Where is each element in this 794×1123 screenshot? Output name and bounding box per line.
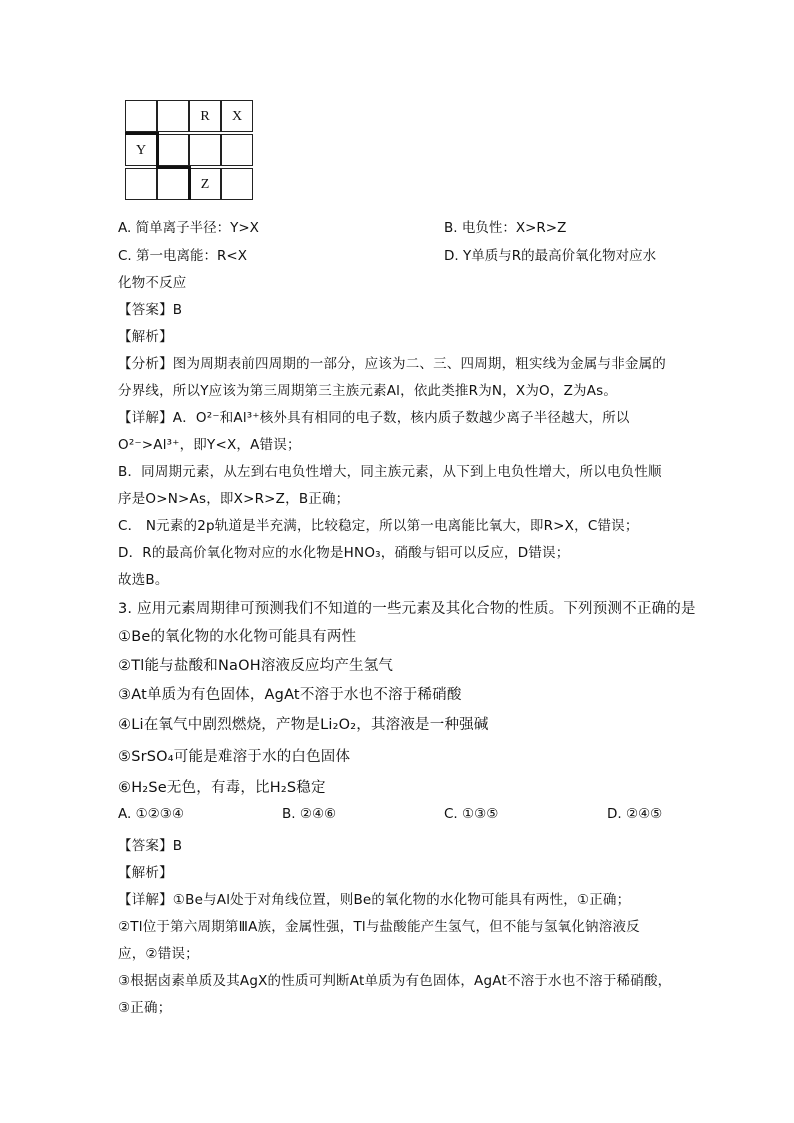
table-cell <box>221 168 253 200</box>
boundary-line <box>188 166 191 200</box>
statement-item: ②Tl能与盐酸和NaOH溶液反应均产生氢气 <box>118 658 394 674</box>
detail-text: B．同周期元素，从左到右电负性增大，同主族元素，从下到上电负性增大，所以电负性顺 <box>118 464 662 480</box>
table-cell: X <box>221 100 253 132</box>
detail-text: ②Tl位于第六周期第ⅢA族，金属性强，Tl与盐酸能产生氢气，但不能与氢氧化钠溶液反 <box>118 919 640 935</box>
statement-item: ④Li在氧气中剧烈燃烧，产物是Li₂O₂，其溶液是一种强碱 <box>118 717 489 733</box>
analysis-text: 分界线，所以Y应该为第三周期第三主族元素Al，依此类推R为N，X为O，Z为As。 <box>118 383 618 399</box>
table-cell <box>125 100 157 132</box>
statement-item: ①Be的氧化物的水化物可能具有两性 <box>118 629 357 645</box>
answer-label: 【答案】B <box>118 302 183 318</box>
table-cell: Z <box>189 168 221 200</box>
table-cell <box>189 134 221 166</box>
statement-item: ③At单质为有色固体，AgAt不溶于水也不溶于稀硝酸 <box>118 687 462 703</box>
option-d-continued: 化物不反应 <box>118 275 187 291</box>
option-b: B. ②④⑥ <box>282 806 337 822</box>
detail-text: ③正确； <box>118 1000 172 1016</box>
option-a: A. ①②③④ <box>118 806 184 822</box>
analysis-text: 【分析】图为周期表前四周期的一部分，应该为二、三、四周期，粗实线为金属与非金属的 <box>118 356 666 372</box>
question-stem: 3. 应用元素周期律可预测我们不知道的一些元素及其化合物的性质。下列预测不正确的是 <box>118 601 696 617</box>
answer-label: 【答案】B <box>118 838 183 854</box>
statement-item: ⑥H₂Se无色，有毒，比H₂S稳定 <box>118 780 326 796</box>
statement-item: ⑤SrSO₄可能是难溶于水的白色固体 <box>118 749 351 765</box>
option-a: A. 简单离子半径：Y>X <box>118 220 259 236</box>
periodic-table-fragment <box>125 100 255 200</box>
detail-text: O²⁻>Al³⁺，即Y<X，A错误； <box>118 437 301 453</box>
table-cell <box>125 168 157 200</box>
analysis-label: 【解析】 <box>118 865 173 881</box>
table-cell <box>157 100 189 132</box>
detail-text: 【详解】A．O²⁻和Al³⁺核外具有相同的电子数，核内质子数越少离子半径越大，所以 <box>118 410 630 426</box>
option-c: C. ①③⑤ <box>444 806 499 822</box>
table-cell <box>221 134 253 166</box>
option-b: B. 电负性：X>R>Z <box>444 220 567 236</box>
detail-text: 【详解】①Be与Al处于对角线位置，则Be的氧化物的水化物可能具有两性，①正确； <box>118 892 631 908</box>
table-cell <box>157 168 189 200</box>
boundary-line <box>156 166 190 169</box>
analysis-label: 【解析】 <box>118 329 173 345</box>
detail-text: C． N元素的2p轨道是半充满，比较稳定，所以第一电离能比氧大，即R>X，C错误； <box>118 518 639 534</box>
conclusion-text: 故选B。 <box>118 572 169 588</box>
option-d: D. Y单质与R的最高价氧化物对应水 <box>444 248 657 264</box>
boundary-line <box>156 132 159 168</box>
option-d: D. ②④⑤ <box>607 806 663 822</box>
table-cell: R <box>189 100 221 132</box>
table-cell: Y <box>125 134 157 166</box>
detail-text: 序是O>N>As，即X>R>Z，B正确； <box>118 491 350 507</box>
detail-text: 应，②错误； <box>118 946 199 962</box>
option-c: C. 第一电离能：R<X <box>118 248 247 264</box>
boundary-line <box>125 132 158 135</box>
table-cell <box>157 134 189 166</box>
detail-text: ③根据卤素单质及其AgX的性质可判断At单质为有色固体，AgAt不溶于水也不溶于稀硝酸， <box>118 973 672 989</box>
detail-text: D．R的最高价氧化物对应的水化物是HNO₃，硝酸与铝可以反应，D错误； <box>118 545 570 561</box>
